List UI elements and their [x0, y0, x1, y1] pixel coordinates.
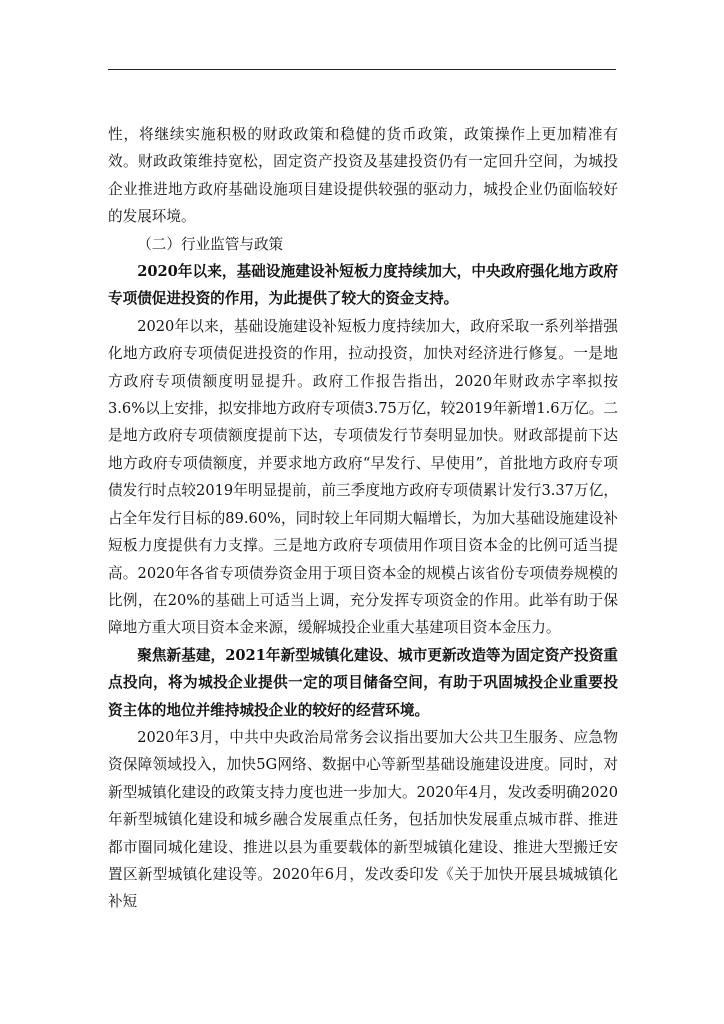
body-paragraph-2: 2020年3月，中共中央政治局常务会议指出要加大公共卫生服务、应急物资保障领域投入，加快5G网络、数据中心等新型基础设施建设进度。同时，对新型城镇化建设的政策支持力度也进一步加大。2020年4月，发改委明确2020年新型城镇化建设和城乡融合发展重点任务，包括加快发展重点城市群、推进都市圈同城化建设、推进以县为重要载体的新型城镇化建设、推进大型搬迁安置区新型城镇化建设等。2020年6月，发改委印发《关于加快开展县城城镇化补短 [108, 728, 618, 911]
body-paragraph-1: 2020年以来，基础设施建设补短板力度持续加大，政府采取一系列举措强化地方政府专项债促进投资的作用，拉动投资，加快对经济进行修复。一是地方政府专项债额度明显提升。政府工作报告指出，2020年财政赤字率拟按3.6%以上安排，拟安排地方政府专项债3.75万亿，较2019年新增1.6万亿。二是地方政府专项债额度提前下达，专项债发行节奏明显加快。财政部提前下达地方政府专项债额度，并要求地方政府“早发行、早使用”，首批地方政府专项债发行时点较2019年明显提前，前三季度地方政府专项债累计发行3.37万亿，占全年发行目标的89.60%，同时较上年同期大幅增长，为加大基础设施建设补短板力度提供有力支撑。三是地方政府专项债用作项目资本金的比例可适当提高。2020年各省专项债券资金用于项目资本金的规模占该省份专项债券规模的比例，在20%的基础上可适当上调，充分发挥专项资金的作用。此举有助于保障地方重大项目资本金来源，缓解城投企业重大基建项目资本金压力。 [108, 317, 618, 637]
bold-summary-paragraph-1: 2020年以来，基础设施建设补短板力度持续加大，中央政府强化地方政府专项债促进投资的作用，为此提供了较大的资金支持。 [108, 263, 618, 308]
bold-summary-paragraph-2: 聚焦新基建，2021年新型城镇化建设、城市更新改造等为固定资产投资重点投向，将为城投企业提供一定的项目储备空间，有助于巩固城投企业重要投资主体的地位并维持城投企业的较好的经营环境。 [108, 646, 618, 719]
paragraph-continuation: 性，将继续实施积极的财政政策和稳健的货币政策，政策操作上更加精准有效。财政政策维持宽松，固定资产投资及基建投资仍有一定回升空间，为城投企业推进地方政府基础设施项目建设提供较强的驱动力，城投企业仍面临较好的发展环境。 [108, 126, 618, 226]
section-subheading: （二）行业监管与政策 [137, 235, 284, 253]
header-rule [108, 69, 616, 70]
document-body [108, 121, 618, 916]
